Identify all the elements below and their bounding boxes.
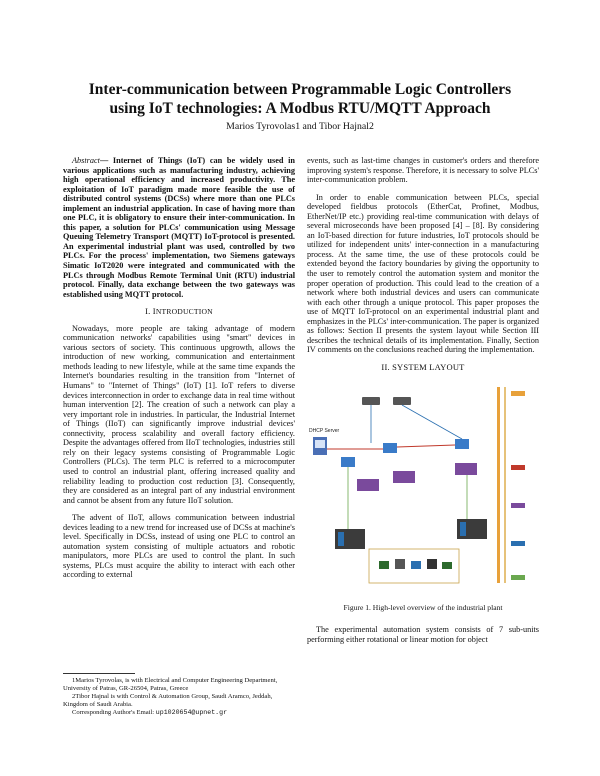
dhcp-screen <box>315 440 325 448</box>
gateway-mid-icon <box>383 443 397 453</box>
footnote-1: 1Marios Tyrovolas, is with Electrical and Computer Engineering Department, University of Patras, GR-26504, Patras, Greece <box>63 677 278 692</box>
device-3 <box>411 561 421 569</box>
plc-rack-right-module <box>460 522 466 536</box>
left-column <box>63 156 295 580</box>
device-5 <box>442 562 452 569</box>
bar-orange <box>497 387 500 583</box>
plc-purple-3 <box>455 463 477 475</box>
abstract-lead: Abstract <box>72 156 100 165</box>
plc-rack-left-module <box>338 532 344 546</box>
right-paragraph-2: In order to enable communication between PLCs, special developed fieldbus protocols (EtherCat, Profinet, Modbus, EtherNet/IP etc.) providing real-time communication with delays of several microseconds have been proposed [4] – [8]. By considering an IoT-based direction for future industries, IoT protocols should be utilized for independent units' inter-connection in a manufacturing process. At the same time, the use of these protocols could be extended beyond the factory boundaries by giving the opportunity to the user to remotely control the automation system and monitor the proper operation of production. This could lead to the creation of a network where both industrial devices and users can communicate with each other through a unique protocol. This paper proposes the use of MQTT IoT-protocol on an experimental industrial plant and emphasizes in the PLCs' inter-communication. The paper is organized as follows: Section II presents the system layout while Section III describes the technical details of its implementation. Finally, Section IV comments on the conclusions reached during the implementation. <box>307 192 539 355</box>
footnote-2: 2Tibor Hajnal is with Control & Automation Group, Saudi Aramco, Jeddah, Kingdom of Saudi Arabia. <box>63 693 273 708</box>
figure-caption: Figure 1. High-level overview of the industrial plant <box>343 603 503 613</box>
plc-purple-1 <box>357 479 379 491</box>
section-heading-introduction <box>63 307 295 317</box>
bar-light-orange <box>504 387 506 583</box>
cloud-icon <box>393 397 411 405</box>
section-numeral: I. <box>145 306 151 317</box>
legend-block-red <box>511 465 525 470</box>
paper-title <box>40 80 560 118</box>
legend-block-blue <box>511 541 525 546</box>
author-email[interactable]: up1020654@upnet.gr <box>155 709 228 716</box>
intro-paragraph-1: Nowadays, more people are taking advantage of modern communication networks' capabilities using "smart" devices in various sectors of society. This continuous upgrowth, allows the introduction of new working, communication and entertainment methods leading to new lifestyle, while at the same time expands the Internet's boundaries resulting in the transition from "Internet of Humans" to "Internet of Things" (IoT) [1]. IoT refers to diverse devices interconnection in order to exchange data in real time without human intervention [2]. The creation of such a network can play a very important role in industries. In particular, the Industrial Internet of Things (IIoT) can significantly improve industrial devices' connectivity, process scalability and overall factory efficiency. Despite the advantages offered from IIoT technologies, industries still rely on their legacy systems consisting of Programmable Logic Controllers (PLCs). The term PLC is referred to a microcomputer used to control an industrial plant, offering increased quality and reliability leading to production cost reduction [3]. Consequently, they are considered as an integral part of any industrial environment and cannot be absent from any future IIoT solution. <box>63 323 295 505</box>
dhcp-label: DHCP Server <box>309 428 340 435</box>
router-icon <box>362 397 380 405</box>
section-initial: I <box>152 306 156 317</box>
plant-diagram <box>307 379 539 597</box>
device-4 <box>427 559 437 569</box>
gateway-right-icon <box>455 439 469 449</box>
abstract-body: — Internet of Things (IoT) can be widely used in various applications such as manufacturing industry, achieving high operational efficiency and increased productivity. The exploitation of IoT paradigm made more feasible the use of distributed control systems (DCSs) where more than one PLCs implement an industrial application. In case of having more than one PLC, it is obligatory to ensure their inter-communication. In this paper, a solution for PLCs' communication using Message Queuing Telemetry Transport (MQTT) IoT-protocol is presented. An experimental industrial plant was used, controlled by two PLCs. For the process' implementation, two Siemens gateways Simatic IoT2020 were integrated and communicated with the PLCs through Modbus Remote Terminal Unit (RTU) industrial protocol. Finally, data exchange between the two gateways was established using MQTT protocol. <box>63 156 295 299</box>
legend-block-purple <box>511 503 525 508</box>
blue-link-2 <box>402 405 462 439</box>
abstract <box>63 156 295 299</box>
section-heading-system-layout: II. SYSTEM LAYOUT <box>381 361 465 372</box>
author-line: Marios Tyrovolas1 and Tibor Hajnal2 <box>226 121 374 132</box>
title-line-1: Inter-communication between Programmable Logic Controllers <box>88 81 512 98</box>
right-column <box>307 156 539 644</box>
email-label: Corresponding Author's Email: <box>72 709 156 716</box>
footnotes <box>63 673 295 717</box>
intro-paragraph-2: The advent of IIoT, allows communication between industrial devices leading to a new trend for increased use of DCSs at machine's level. Specifically in DCSs, instead of using one PLC to control an automation system consisting of multiple actuators and robotic manipulators, more PLCs are used to control the plant. In such systems, PLCs must acquire the ability to interact with each other according to external <box>63 513 295 580</box>
footnote-rule <box>63 673 135 674</box>
gateway-left-icon <box>341 457 355 467</box>
device-1 <box>379 561 389 569</box>
footnote-3 <box>63 709 295 717</box>
section-rest: NTRODUCTION <box>155 307 213 317</box>
right-paragraph-3: The experimental automation system consists of 7 sub-units performing either rotational or linear motion for object <box>307 625 539 644</box>
legend-block-top <box>511 391 525 396</box>
right-paragraph-1: events, such as last-time changes in customer's orders and therefore improving system's response. Therefore, it is necessary to solve PLCs' inter-communication problem. <box>307 156 539 185</box>
legend-block-green <box>511 575 525 580</box>
figure-1 <box>307 379 539 597</box>
title-line-2: using IoT technologies: A Modbus RTU/MQTT Approach <box>109 100 491 117</box>
plc-purple-2 <box>393 471 415 483</box>
device-2 <box>395 559 405 569</box>
red-link-2 <box>397 445 455 447</box>
